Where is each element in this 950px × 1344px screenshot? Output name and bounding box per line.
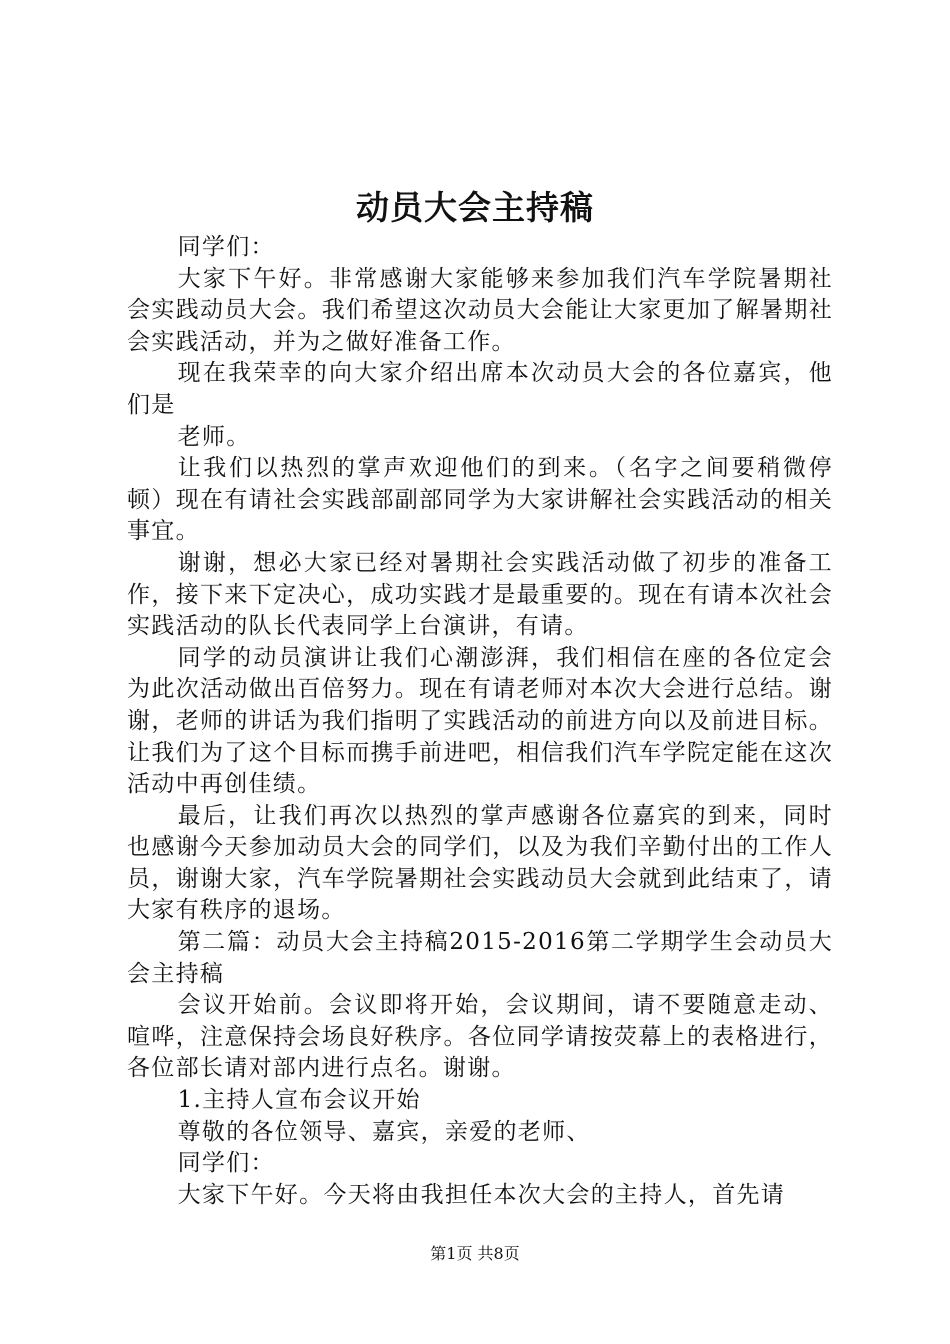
paragraph: 同学的动员演讲让我们心潮澎湃，我们相信在座的各位定会为此次活动做出百倍努力。现在有请老师对本次大会进行总结。谢谢，老师的讲话为我们指明了实践活动的前进方向以及前进目标。让我们为了这个目标而携手前进吧，相信我们汽车学院定能在这次活动中再创佳绩。: [127, 644, 833, 798]
section-heading: 第二篇：动员大会主持稿2015-2016第二学期学生会动员大会主持稿: [127, 929, 833, 987]
paragraph: 最后，让我们再次以热烈的掌声感谢各位嘉宾的到来，同时也感谢今天参加动员大会的同学们，以及为我们辛勤付出的工作人员，谢谢大家，汽车学院暑期社会实践动员大会就到此结束了，请大家有秩序的退场。: [127, 802, 833, 924]
paragraph: 会议开始前。会议即将开始，会议期间，请不要随意走动、喧哗，注意保持会场良好秩序。各位同学请按荧幕上的表格进行，各位部长请对部内进行点名。谢谢。: [127, 992, 833, 1082]
paragraph: 大家下午好。今天将由我担任本次大会的主持人，首先请: [177, 1181, 786, 1208]
document-title: 动员大会主持稿: [356, 188, 594, 227]
paragraph: 同学们：: [177, 1150, 275, 1177]
paragraph: 尊敬的各位领导、嘉宾，亲爱的老师、: [177, 1118, 591, 1145]
paragraph: 同学们：: [177, 234, 275, 260]
page-footer: 第1页 共8页: [430, 1244, 520, 1263]
paragraph: 大家下午好。非常感谢大家能够来参加我们汽车学院暑期社会实践动员大会。我们希望这次动员大会能让大家更加了解暑期社会实践活动，并为之做好准备工作。: [127, 265, 833, 355]
document-body: [127, 232, 833, 1211]
paragraph: 谢谢，想必大家已经对暑期社会实践活动做了初步的准备工作，接下来下定决心，成功实践才是最重要的。现在有请本次社会实践活动的队长代表同学上台演讲，有请。: [127, 549, 833, 640]
paragraph: 现在我荣幸的向大家介绍出席本次动员大会的各位嘉宾，他们是: [127, 360, 833, 418]
list-item: 1.主持人宣布会议开始: [177, 1087, 421, 1114]
paragraph: 老师。: [177, 423, 251, 450]
paragraph: 让我们以热烈的掌声欢迎他们的到来。（名字之间要稍微停顿）现在有请社会实践部副部同学为大家讲解社会实践活动的相关事宜。: [127, 455, 833, 545]
